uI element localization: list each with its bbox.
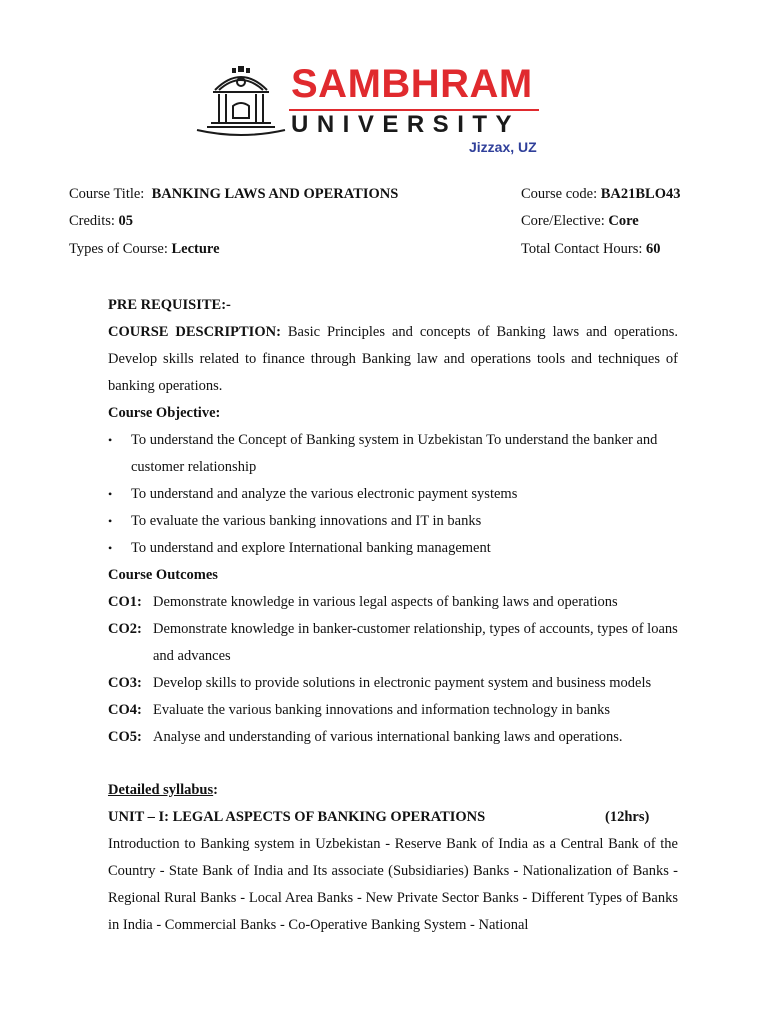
unit-header <box>108 804 678 831</box>
prerequisite-heading: PRE REQUISITE:- <box>108 297 231 313</box>
core-elective-value: Core <box>608 213 639 229</box>
course-body <box>108 292 678 939</box>
objective-text: To understand and analyze the various electronic payment systems <box>131 486 518 502</box>
outcome-text: Develop skills to provide solutions in electronic payment system and business models <box>153 675 652 691</box>
outcome-item <box>108 616 678 670</box>
course-code-label: Course code: <box>521 186 598 202</box>
course-title-label: Course Title: <box>69 186 145 202</box>
objective-text: To understand the Concept of Banking system in Uzbekistan To understand the banker and customer relationship <box>131 432 658 475</box>
objective-text: To understand and explore International banking management <box>131 540 491 556</box>
logo-university: UNIVERSITY <box>291 111 521 138</box>
credits-label: Credits: <box>69 213 115 229</box>
logo-name: SAMBHRAM <box>291 62 533 106</box>
course-type-label: Types of Course: <box>69 241 168 257</box>
objective-heading: Course Objective: <box>108 405 221 421</box>
credits <box>69 212 133 230</box>
course-type <box>69 240 220 258</box>
outcome-label: CO2: <box>108 621 142 637</box>
bullet-icon: • <box>108 514 113 528</box>
course-description-label: COURSE DESCRIPTION: <box>108 324 281 340</box>
syllabus-heading-colon: : <box>213 782 218 798</box>
unit-hours: (12hrs) <box>605 809 650 825</box>
logo-location: Jizzax, UZ <box>469 139 537 155</box>
list-item <box>108 508 678 535</box>
course-title-value: BANKING LAWS AND OPERATIONS <box>151 186 399 202</box>
outcome-text: Evaluate the various banking innovations and information technology in banks <box>153 702 611 718</box>
course-description-text: Basic Principles and concepts of Banking laws and operations. Develop skills related to finance through Banking law and operations tools and techniques of banking operations. <box>108 324 678 394</box>
outcome-item <box>108 589 678 616</box>
university-emblem-icon <box>193 60 289 140</box>
contact-hours-label: Total Contact Hours: <box>521 241 643 257</box>
course-code-value: BA21BLO43 <box>600 186 681 202</box>
spacer <box>108 751 678 777</box>
outcome-text: Demonstrate knowledge in banker-customer relationship, types of accounts, types of loans and advances <box>153 621 678 664</box>
list-item <box>108 481 678 508</box>
outcome-label: CO3: <box>108 675 142 691</box>
outcome-text: Analyse and understanding of various international banking laws and operations. <box>153 729 623 745</box>
course-type-value: Lecture <box>171 241 220 257</box>
syllabus-heading: Detailed syllabus <box>108 782 214 798</box>
list-item <box>108 427 678 481</box>
course-code <box>521 185 681 203</box>
bullet-icon: • <box>108 541 113 555</box>
outcome-item <box>108 697 678 724</box>
contact-hours-value: 60 <box>646 241 661 257</box>
outcome-label: CO4: <box>108 702 142 718</box>
outcome-label: CO1: <box>108 594 142 610</box>
objective-text: To evaluate the various banking innovations and IT in banks <box>131 513 482 529</box>
outcome-item <box>108 670 678 697</box>
list-item <box>108 535 678 562</box>
outcome-text: Demonstrate knowledge in various legal aspects of banking laws and operations <box>153 594 618 610</box>
objective-list <box>108 427 678 562</box>
course-description <box>108 319 678 400</box>
course-title <box>69 185 398 203</box>
unit-description: Introduction to Banking system in Uzbekistan - Reserve Bank of India as a Central Bank of the Country - State Bank of India and Its associate (Subsidiaries) Banks - Nationalization of Banks - Regional Rural Banks - Local Area Banks - New Private Sector Banks - Different Types of Banks in India - Commercial Banks - Co-Operative Banking System - National <box>108 836 678 933</box>
core-elective-label: Core/Elective: <box>521 213 605 229</box>
bullet-icon: • <box>108 433 113 447</box>
university-logo <box>193 60 545 160</box>
contact-hours <box>521 240 661 258</box>
outcomes-heading: Course Outcomes <box>108 567 218 583</box>
unit-title: UNIT – I: LEGAL ASPECTS OF BANKING OPERATIONS <box>108 809 486 825</box>
core-elective <box>521 212 639 230</box>
credits-value: 05 <box>118 213 134 229</box>
outcome-item <box>108 724 678 751</box>
bullet-icon: • <box>108 487 113 501</box>
outcome-label: CO5: <box>108 729 142 745</box>
